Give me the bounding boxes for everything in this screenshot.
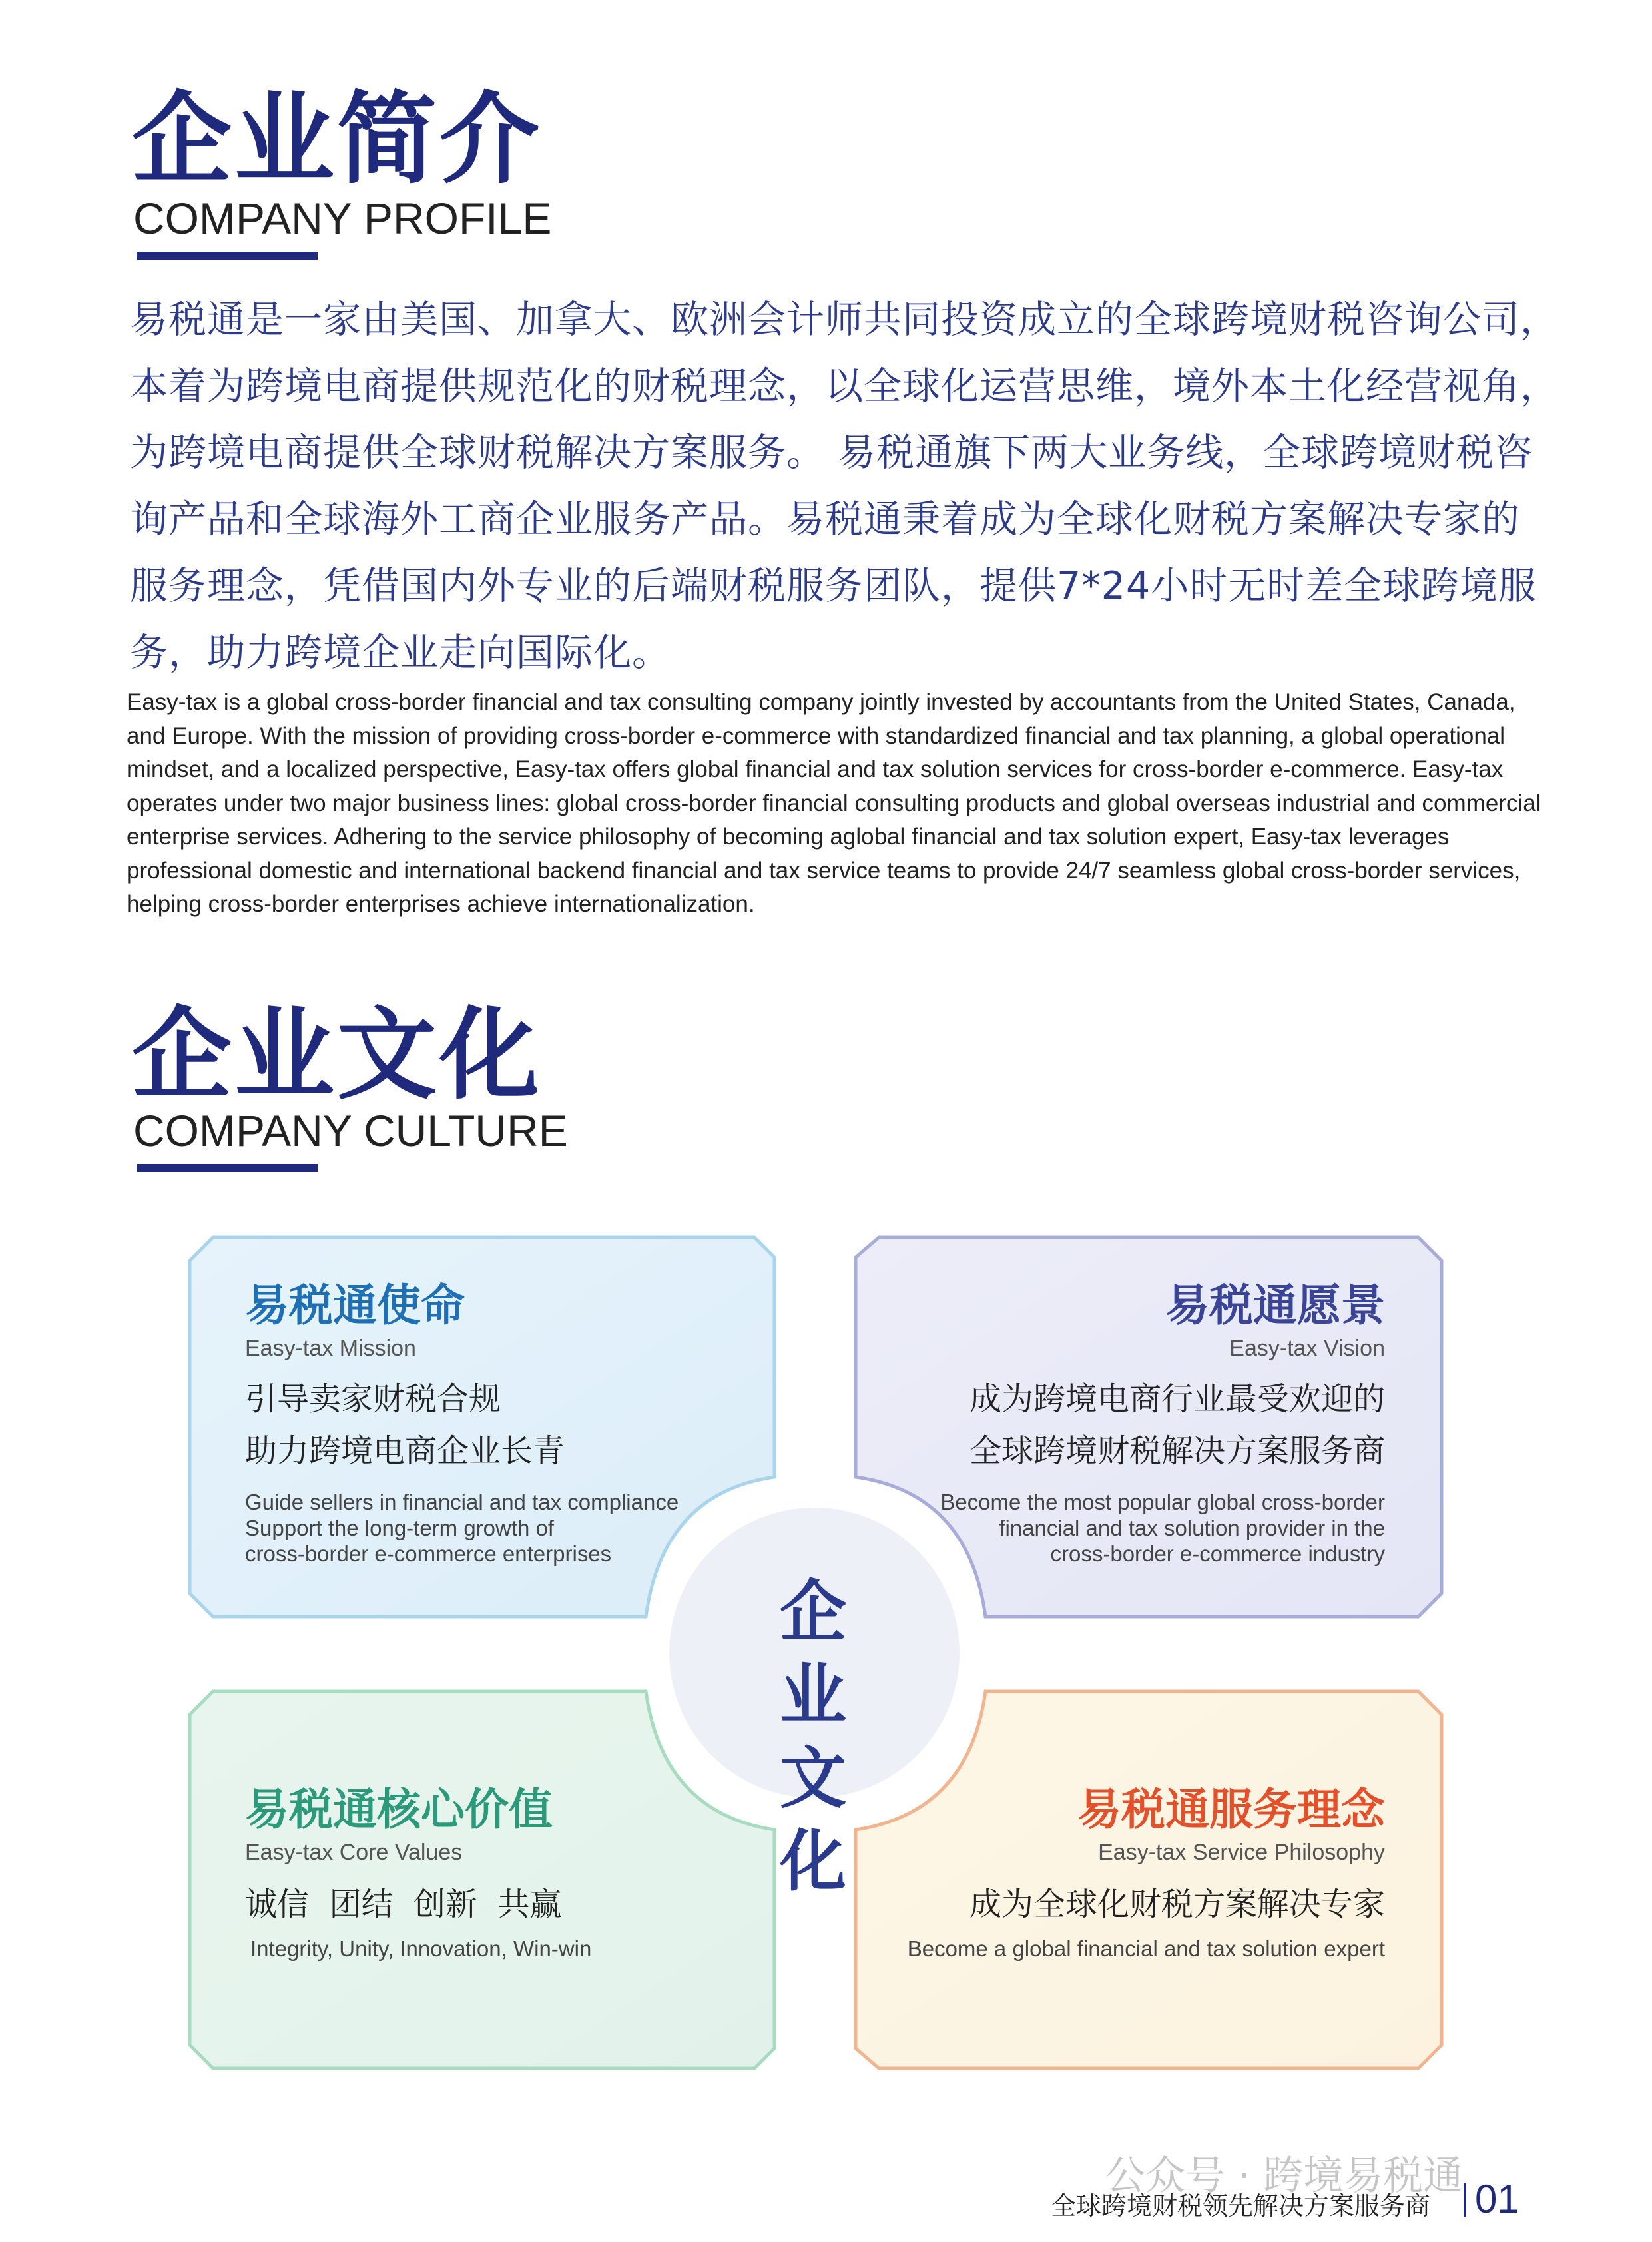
philosophy-title: 易税通服务理念 <box>1077 1784 1385 1835</box>
profile-cn-line: 服务理念，凭借国内外专业的后端财税服务团队，提供7*24小时无时差全球跨境服 <box>130 564 1537 608</box>
vision-cn-line: 成为跨境电商行业最受欢迎的 <box>969 1380 1385 1418</box>
profile-en-line: professional domestic and international backend financial and tax service teams to provide 24/7 seamless global cross-border services, <box>127 857 1521 884</box>
mission-subtitle: Easy-tax Mission <box>245 1336 416 1361</box>
profile-title-cn: 企业简介 <box>132 82 543 198</box>
center-label-line: 文化 <box>780 1739 849 1900</box>
values-en-line: Integrity, Unity, Innovation, Win-win <box>250 1936 592 1961</box>
mission-card <box>245 1280 679 1567</box>
mission-en-line: cross-border e-commerce enterprises <box>245 1541 612 1566</box>
culture-title-en: COMPANY CULTURE <box>133 1106 568 1155</box>
center-label-line: 企业 <box>780 1573 849 1734</box>
footer-divider <box>1464 2183 1466 2217</box>
profile-cn-line: 易税通是一家由美国、加拿大、欧洲会计师共同投资成立的全球跨境财税咨询公司， <box>130 298 1559 342</box>
values-title: 易税通核心价值 <box>245 1784 553 1835</box>
profile-en-line: Easy-tax is a global cross-border financial and tax consulting company jointly invested by accountants from the United States, Canada, <box>127 689 1515 715</box>
mission-en-line: Guide sellers in financial and tax compliance <box>245 1490 679 1514</box>
vision-en-line: cross-border e-commerce industry <box>1050 1541 1385 1566</box>
vision-cn-line: 全球跨境财税解决方案服务商 <box>969 1432 1385 1470</box>
vision-en-line: Become the most popular global cross-border <box>940 1490 1385 1514</box>
values-card <box>245 1784 592 1962</box>
mission-cn-line: 引导卖家财税合规 <box>245 1380 501 1418</box>
vision-en-line: financial and tax solution provider in the <box>999 1516 1385 1540</box>
profile-en-line: and Europe. With the mission of providing cross-border e-commerce with standardized financial and tax planning, a global operational <box>127 722 1506 749</box>
footer-tagline: 全球跨境财税领先解决方案服务商 <box>1051 2191 1431 2221</box>
culture-title-cn: 企业文化 <box>132 997 543 1113</box>
vision-card <box>906 1280 1385 1567</box>
profile-cn-line: 本着为跨境电商提供规范化的财税理念，以全球化运营思维，境外本土化经营视角， <box>130 364 1559 408</box>
philosophy-card <box>859 1784 1385 1962</box>
profile-title-en: COMPANY PROFILE <box>133 194 552 243</box>
page-number: 01 <box>1475 2177 1519 2221</box>
profile-en-line: operates under two major business lines: global cross-border financial consulting products and global overseas industrial and commercial <box>127 790 1541 816</box>
profile-en-line: helping cross-border enterprises achieve internationalization. <box>127 891 755 917</box>
profile-en-line: enterprise services. Adhering to the service philosophy of becoming aglobal financial and tax solution expert, Easy-tax leverages <box>127 824 1450 850</box>
vision-subtitle: Easy-tax Vision <box>1229 1336 1385 1361</box>
profile-cn-line: 询产品和全球海外工商企业服务产品。易税通秉着成为全球化财税方案解决专家的 <box>130 497 1520 541</box>
philosophy-subtitle: Easy-tax Service Philosophy <box>1098 1840 1385 1865</box>
mission-en-line: Support the long-term growth of <box>245 1516 555 1540</box>
values-cn-line: 诚信 团结 创新 共赢 <box>245 1886 562 1923</box>
philosophy-en-line: Become a global financial and tax solution expert <box>907 1936 1385 1961</box>
vision-title: 易税通愿景 <box>1165 1280 1385 1331</box>
watermark: 公众号 · 跨境易税通 <box>1105 2153 1464 2199</box>
profile-cn-line: 务，助力跨境企业走向国际化。 <box>130 631 671 675</box>
philosophy-cn-line: 成为全球化财税方案解决专家 <box>969 1886 1385 1923</box>
profile-cn-line: 为跨境电商提供全球财税解决方案服务。 易税通旗下两大业务线，全球跨境财税咨 <box>130 431 1533 475</box>
profile-en-line: mindset, and a localized perspective, Easy-tax offers global financial and tax solution services for cross-border e-commerce. Easy-tax <box>127 756 1504 782</box>
mission-cn-line: 助力跨境电商企业长青 <box>245 1432 565 1470</box>
values-subtitle: Easy-tax Core Values <box>245 1840 463 1865</box>
mission-title: 易税通使命 <box>245 1280 465 1331</box>
